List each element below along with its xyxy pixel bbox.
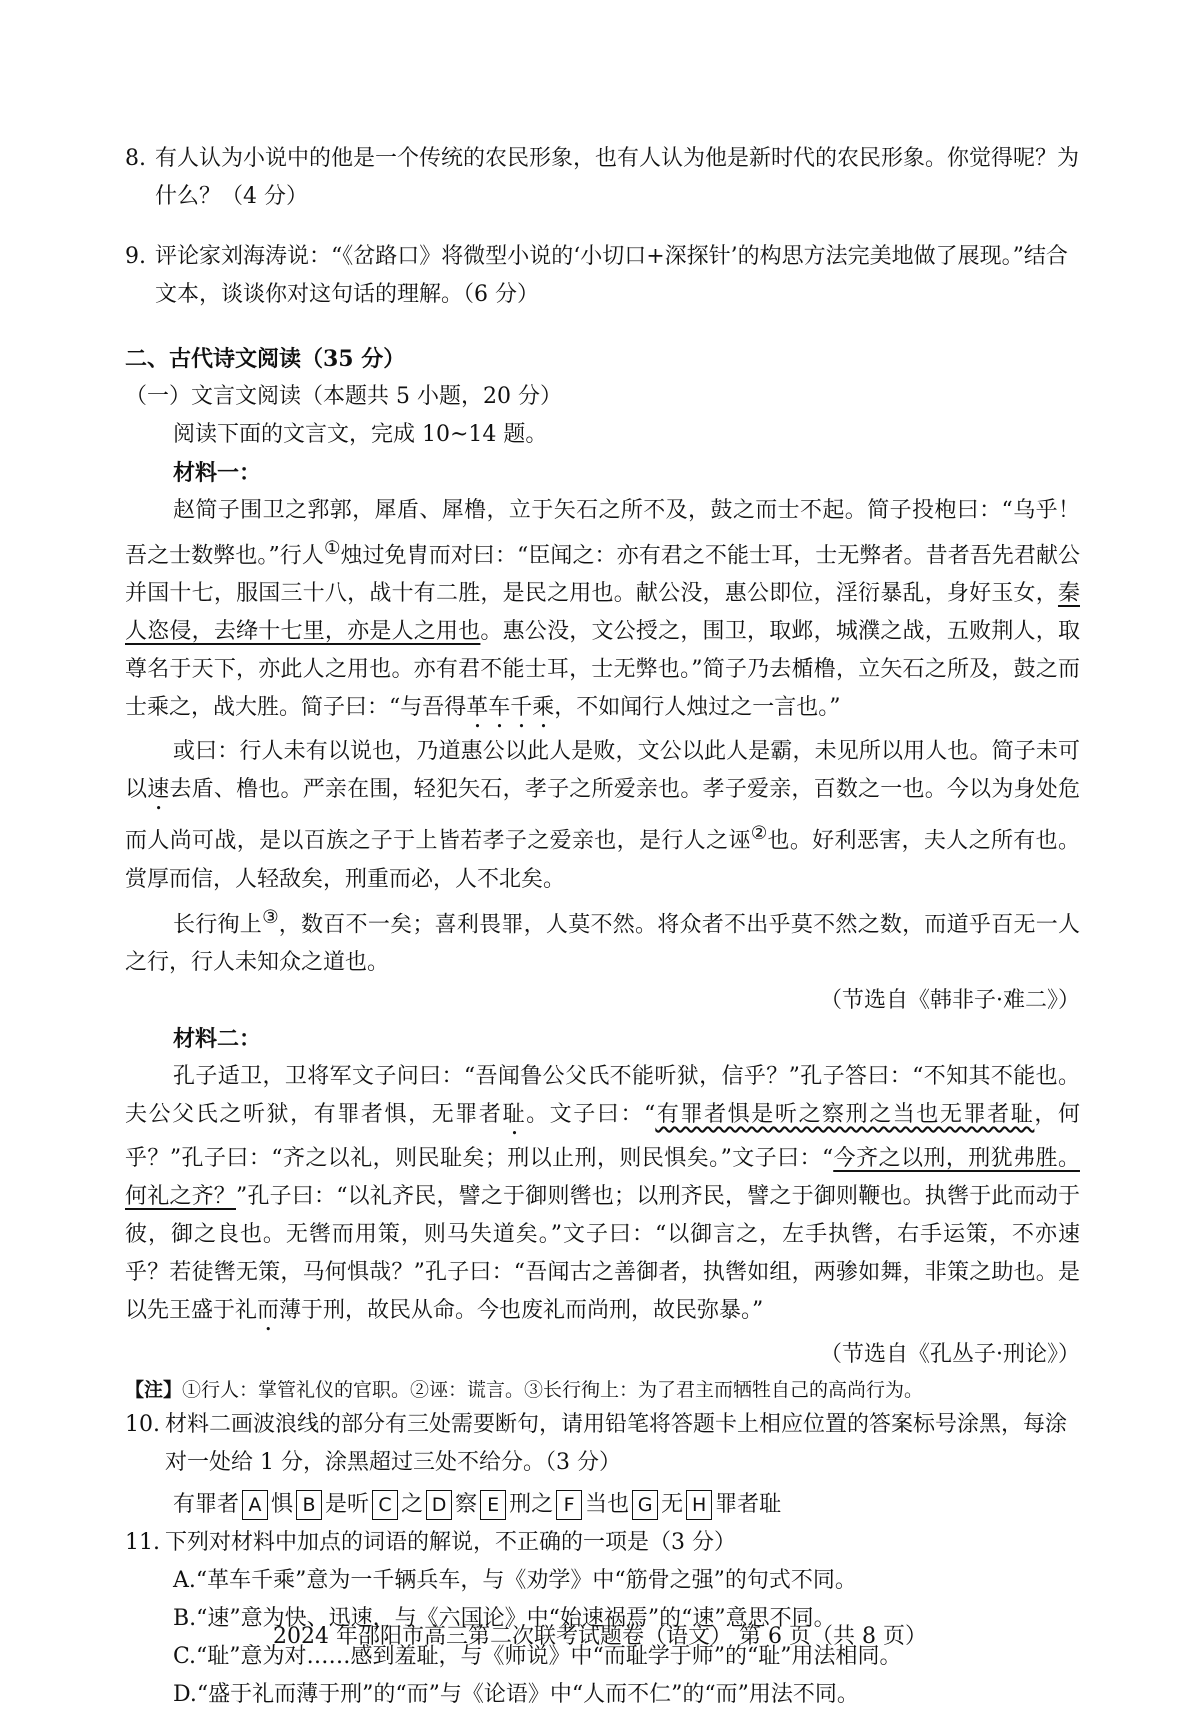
choice-c[interactable]: C.“耻”意为对……感到羞耻，与《师说》中“而耻学于师”的“耻”用法相同。 [173, 1643, 902, 1669]
question-text: 评论家刘海涛说：“《岔路口》将微型小说的‘小切口+深探针’的构思方法完美地做了展现。”结合文本，谈谈你对这句话的理解。（6 分） [155, 244, 1068, 307]
material2-source: （节选自《孔丛子·刑论》） [820, 1341, 1080, 1367]
question-text: 下列对材料中加点的词语的解说，不正确的一项是（3 分） [165, 1529, 736, 1555]
material2-title: 材料二： [173, 1025, 262, 1052]
instruction: 阅读下面的文言文，完成 10~14 题。 [173, 422, 548, 447]
footnote-marker: ① [323, 538, 341, 559]
dotted-word: 速 [147, 777, 170, 803]
subsection-title: （一）文言文阅读（本题共 5 小题，20 分） [125, 384, 562, 409]
note-label: 【注】 [125, 1378, 183, 1401]
footnote-marker: ② [750, 823, 768, 845]
question-11 [125, 1524, 1080, 1562]
choice-b[interactable]: B.“速”意为快、迅速，与《六国论》中“始速祸焉”的“速”意思不同。 [173, 1605, 836, 1631]
dotted-word: 而 [257, 1297, 280, 1323]
dotted-word: 耻 [502, 1101, 527, 1127]
answer-box-c[interactable]: C [372, 1490, 398, 1520]
question-text: 材料二画波浪线的部分有三处需要断句，请用铅笔将答题卡上相应位置的答案标号涂黑，每涂对一处给 1 分，涂黑超过三处不给分。（3 分） [165, 1411, 1068, 1475]
answer-box-h[interactable]: H [686, 1490, 712, 1520]
footnote-marker: ③ [262, 906, 279, 928]
material1-source: （节选自《韩非子·难二》） [820, 987, 1080, 1013]
question-number: 9. [125, 244, 146, 269]
material1-paragraph-2: 或曰：行人未有以说也，乃道惠公以此人是败，文公以此人是霸，未见所以用人也。简子未可以速去盾、橹也。严亲在围，轻犯矢石，孝子之所爱亲也。孝子爱亲，百数之一也。今以为身处危而人尚可战，是以百族之子于上皆若孝子之爱亲也，是行人之诬②也。好利恶害，夫人之所有也。赏厚而信，人轻敌矣，刑重而必，人不北矣。 [125, 739, 1080, 892]
answer-box-f[interactable]: F [556, 1490, 582, 1520]
note-text: ①行人：掌管礼仪的官职。②诬：谎言。③长行徇上：为了君主而牺牲自己的高尚行为。 [182, 1378, 924, 1401]
question-text: 有人认为小说中的他是一个传统的农民形象，也有人认为他是新时代的农民形象。你觉得呢？为什么？（4 分） [155, 146, 1080, 209]
material2-paragraph: 孔子适卫，卫将军文子问曰：“吾闻鲁公父氏不能听狱，信乎？”孔子答曰：“不知其不能也。夫公父氏之听狱，有罪者惧，无罪者耻。文子曰：“有罪者惧是听之察刑之当也无罪者耻，何乎？”孔子曰：“齐之以礼，则民耻矣；刑以止刑，则民惧矣。”文子曰：“今齐之以刑，刑犹弗胜。何礼之齐？”孔子曰：“以礼齐民，譬之于御则辔也；以刑齐民，譬之于御则鞭也。执辔于此而动于彼，御之良也。无辔而用策，则马失道矣。”文子曰：“以御言之，左手执辔，右手运策，不亦速乎？若徒辔无策，马何惧哉？”孔子曰：“吾闻古之善御者，执辔如组，两骖如舞，非策之助也。是以先王盛于礼而薄于刑，故民从命。今也废礼而尚刑，故民弥暴。” [125, 1063, 1080, 1323]
answer-box-a[interactable]: A [242, 1490, 268, 1520]
question-8 [125, 140, 1080, 216]
dotted-phrase: 革车千乘 [466, 695, 555, 721]
question-number: 11. [125, 1529, 160, 1555]
answer-box-g[interactable]: G [632, 1490, 658, 1520]
question-number: 10. [125, 1411, 160, 1437]
choice-a[interactable]: A.“革车千乘”意为一千辆兵车，与《劝学》中“筋骨之强”的句式不同。 [173, 1567, 857, 1593]
material1-paragraph-1: 赵简子围卫之郛郭，犀盾、犀橹，立于矢石之所不及，鼓之而士不起。简子投枹曰：“乌乎！吾之士数弊也。”行人①烛过免胄而对曰：“臣闻之：亦有君之不能士耳，士无弊者。昔者吾先君献公并国十七，服国三十八，战十有二胜，是民之用也。献公没，惠公即位，淫衍暴乱，身好玉女，秦人恣侵，去绛十七里，亦是人之用也。惠公没，文公授之，围卫，取邺，城濮之战，五败荆人，取尊名于天下，亦此人之用也。亦有君不能士耳，士无弊也。”简子乃去楯橹，立矢石之所及，鼓之而士乘之，战大胜。简子曰：“与吾得革车千乘，不如闻行人烛过之一言也。” [125, 498, 1081, 721]
page-content [125, 140, 1080, 1714]
underlined-sentence: 今齐之以刑，刑犹弗胜。何礼之齐？ [125, 1145, 1080, 1209]
choice-d[interactable]: D.“盛于礼而薄于刑”的“而”与《论语》中“人而不仁”的“而”用法不同。 [173, 1681, 859, 1707]
annotation-note [125, 1374, 1080, 1406]
answer-box-d[interactable]: D [426, 1490, 452, 1520]
answer-box-e[interactable]: E [480, 1490, 506, 1520]
question-9 [125, 238, 1080, 314]
question-10 [125, 1406, 1080, 1482]
question-number: 8. [125, 146, 146, 171]
material1-title: 材料一： [173, 460, 262, 486]
sentence-break-boxes: 有罪者 A 惧 B 是听 C 之 D 察 E 刑之 F 当也 G 无 H 罪者耻 [125, 1486, 1080, 1524]
underlined-sentence: 秦人恣侵，去绛十七里，亦是人之用也 [125, 581, 1080, 645]
section-title: 二、古代诗文阅读（35 分） [125, 346, 406, 372]
wavy-underlined-sentence: 有罪者惧是听之察刑之当也无罪者耻 [655, 1101, 1035, 1127]
page-footer: 2024 年邵阳市高三第二次联考试题卷（语文） 第 6 页（共 8 页） [273, 1624, 927, 1649]
material1-paragraph-3: 长行徇上③，数百不一矣；喜利畏罪，人莫不然。将众者不出乎莫不然之数，而道乎百无一人之行，行人未知众之道也。 [125, 906, 1080, 975]
answer-box-b[interactable]: B [296, 1490, 322, 1520]
